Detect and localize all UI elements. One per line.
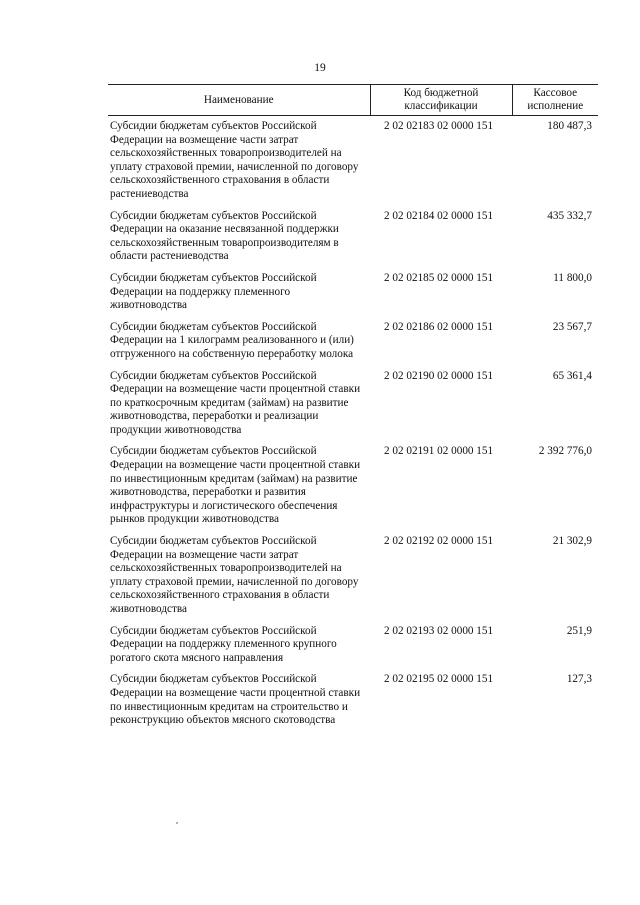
table-row <box>108 272 598 321</box>
row-name: Субсидии бюджетам субъектов Российской Федерации на возмещение части затрат сельскохозяйственных товаропроизводителей на уплату страховой премии, начисленной по договору сельскохозяйственного страхования в области животноводства <box>110 535 359 615</box>
row-code: 2 02 02191 02 0000 151 <box>384 445 494 458</box>
table-row <box>108 116 598 210</box>
table-row <box>108 673 598 735</box>
row-amount: 127,3 <box>566 673 592 686</box>
row-name: Субсидии бюджетам субъектов Российской Федерации на 1 килограмм реализованного и (или) отгруженного на собственную переработку молока <box>110 320 354 360</box>
row-name: Субсидии бюджетам субъектов Российской Федерации на возмещение части процентной ставки по краткосрочным кредитам (займам) на развитие животноводства, переработки и реализации продукции животноводства <box>110 369 361 436</box>
row-code: 2 02 02186 02 0000 151 <box>384 320 494 333</box>
row-name: Субсидии бюджетам субъектов Российской Федерации на возмещение части процентной ставки по инвестиционным кредитам на строительство и реконструкцию объектов мясного скотоводства <box>110 673 361 727</box>
table-row <box>108 370 598 446</box>
row-name: Субсидии бюджетам субъектов Российской Федерации на поддержку племенного животноводства <box>110 271 317 312</box>
row-amount: 65 361,4 <box>552 369 592 382</box>
row-name: Субсидии бюджетам субъектов Российской Федерации на возмещение части затрат сельскохозяйственных товаропроизводителей на уплату страховой премии, начисленной по договору сельскохозяйственного страхования в области растениеводства <box>110 120 359 200</box>
table-row <box>108 321 598 370</box>
row-amount: 180 487,3 <box>547 120 592 132</box>
row-code: 2 02 02193 02 0000 151 <box>384 624 494 637</box>
row-name: Субсидии бюджетам субъектов Российской Федерации на возмещение части процентной ставки по инвестиционным кредитам (займам) на развитие животноводства, переработки и развития инфраструктуры и логистического обеспечения рынков продукции животноводства <box>110 445 361 526</box>
row-amount: 435 332,7 <box>547 209 592 222</box>
row-code: 2 02 02183 02 0000 151 <box>384 120 494 132</box>
scan-speck <box>176 822 178 824</box>
table-row <box>108 535 598 625</box>
row-amount: 251,9 <box>566 624 592 637</box>
page-number: 19 <box>314 62 326 74</box>
header-code: Код бюджетной классификации <box>370 85 512 116</box>
row-name: Субсидии бюджетам субъектов Российской Федерации на поддержку племенного крупного рогатого скота мясного направления <box>110 624 337 664</box>
row-name: Субсидии бюджетам субъектов Российской Федерации на оказание несвязанной поддержки сельскохозяйственным товаропроизводителям в области растениеводства <box>110 209 339 263</box>
header-row <box>108 85 598 116</box>
row-code: 2 02 02185 02 0000 151 <box>384 271 494 284</box>
table-row <box>108 445 598 535</box>
table-body <box>108 116 598 736</box>
table-header <box>108 85 598 116</box>
budget-table <box>108 84 598 736</box>
table-row <box>108 210 598 272</box>
row-amount: 11 800,0 <box>553 271 592 284</box>
header-name: Наименование <box>108 85 370 116</box>
row-code: 2 02 02195 02 0000 151 <box>384 673 494 686</box>
header-amount: Кассовое исполнение <box>512 85 598 116</box>
row-amount: 21 302,9 <box>552 535 592 548</box>
row-code: 2 02 02184 02 0000 151 <box>384 209 494 222</box>
row-code: 2 02 02190 02 0000 151 <box>384 369 494 382</box>
row-amount: 2 392 776,0 <box>538 445 592 458</box>
table-row <box>108 625 598 674</box>
row-amount: 23 567,7 <box>552 320 592 333</box>
row-code: 2 02 02192 02 0000 151 <box>384 535 494 548</box>
